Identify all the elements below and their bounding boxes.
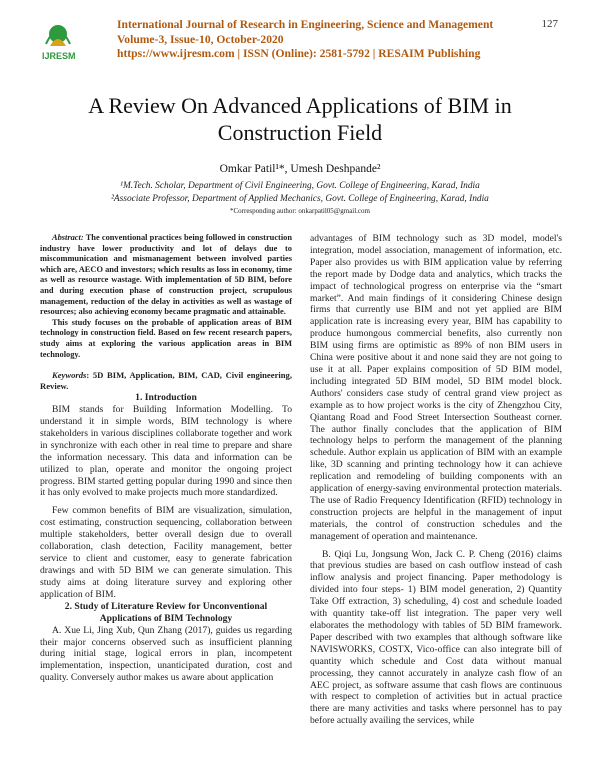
intro-heading: 1. Introduction [135,392,197,404]
abstract-p2: This study focuses on the probable of application areas of BIM technology in construction field. Based on few recent research papers, study aims at exploring the various application areas in BIM technology. [40,317,292,359]
intro-paragraph-1: BIM stands for Building Information Modelling. To understand it in simple words, BIM technology is where stakeholders in various disciplines collaborate together and work in synchronize with each other in real time to prepare and share the information necessary. This data and information can be utilized to plan, operate and monitor the ongoing project progress. BIM started getting popular during 1990 and since then it has only evolved to make projects much more standardized. [40,404,292,499]
logo-text: IJRESM [42,51,76,61]
affiliations [40,180,560,218]
journal-links[interactable]: https://www.ijresm.com | ISSN (Online): 2581-5792 | RESAIM Publishing [117,47,481,60]
paper-title: A Review On Advanced Applications of BIM in Construction Field [88,93,512,145]
keywords [40,370,292,392]
keywords-label: Keywords [52,370,87,381]
intro-paragraph-2: Few common benefits of BIM are visualization, simulation, cost estimating, construction sequencing, collaboration between multiple stakeholders, better overall design due to overall collaboration, clash detection, Facility management, better service to client and customer, easy to generate fabrication drawings and with 5D BIM we can generate simulation. This study aims at doing literature survey and exploring other application of BIM. [40,505,292,600]
keywords-text: : 5D BIM, Application, BIM, CAD, Civil engineering, Review. [40,370,292,392]
author-list: Omkar Patil¹*, Umesh Deshpande² [219,163,381,175]
page-number: 127 [541,18,558,30]
journal-logo [40,14,120,62]
abstract [40,233,292,360]
affiliation-2: ²Associate Professor, Department of Applied Mechanics, Govt. College of Engineering, Karad, India [111,193,489,204]
literature-heading: 2. Study of Literature Review for Unconventional Applications of BIM Technology [64,600,268,624]
volume-issue: Volume-3, Issue-10, October-2020 [117,32,284,46]
right-column [310,233,562,727]
abstract-label: Abstract: [52,233,84,242]
left-column [40,233,292,684]
affiliation-1: ¹M.Tech. Scholar, Department of Civil Engineering, Govt. College of Engineering, Karad, India [120,181,480,191]
literature-paragraph-a: A. Xue Li, Jing Xub, Qun Zhang (2017), guides us regarding their major concerns observed such as insufficient planning during initial stage, logical errors in plan, incompetent implementation, inspection, unanticipated duration, cost and quality. Conversely author makes us aware about application [40,624,292,684]
journal-header [117,18,517,62]
corresponding-author[interactable]: *Corresponding author: onkarpatil05@gmail.com [229,207,370,216]
literature-paragraph-b: B. Qiqi Lu, Jongsung Won, Jack C. P. Cheng (2016) claims that previous studies are based on cash outflow instead of cash inflow analysis and project financing. Paper methodology is divided into four steps- 1) BIM model generation, 2) Quantity Take Off extraction, 3) scheduling, 4) cost and schedule loaded with quantity take-off list integration. The paper very well elaborates the methodology with tables of 5D BIM framework. Paper described with two examples that although software like NAVISWORKS, COSTX, Vico-office can also integrate bill of quantity which schedule and Cost data without manual processing, they cannot accurately in analyze cash flow of an AEC project, as software assume that cash flows are continuous with respect to completion of activities but in actual practice there are many activities and tasks where personnel has to pay before actually availing the services, while [310,548,562,727]
literature-paragraph-a-cont: advantages of BIM technology such as 3D model, model's integration, model association, management of information, etc. Paper also provides us with BIM application value by referring the report made by Dodge data and analytics, which tracks the impact of technological progress on enterprise via the “smart market”. And main findings of it considering Chinese design firms that currently use BIM and not yet applied are BIM application rate is increasing every year, BIM has capability to produce humongous commercial benefits, also currently non BIM using firms are optimistic as 89% of non BIM users in China were positive about it and none said they are not going to use it at all. Paper explains composition of 5D BIM model, including integrated 5D BIM model, 5D BIM model block. Authors' considers case study of central grand view project as example as to how project works is the city of Zhengzhou City, Qiantang Road and Food Street Intersection Southeast corner. The author finally concludes that the application of BIM technology helps to perform the management of the planning schedule. Author explain us application of BIM with an example like, 3D scanning and printing technology how it can achieve replication and remodeling of building components with an application of energy-saving environmental protection materials. The use of Radio Frequency Identification (RFID) technology in construction projects are helpful in the management of input materials, the control of construction schedules and the management of operation and maintenance. [310,233,562,542]
abstract-p1: The conventional practices being followed in construction industry have lower productivity and lot of delays due to miscommunication and mismanagement between involved parties which are, AECO and investors; which results as loss in economy, time as well as resource wastage. With implementation of 5D BIM, before and during execution phase of construction project, scrupulous management, reduction of the delay in activities as well as wastage of resources; also achieving economy became pragmatic and attainable. [40,233,292,317]
journal-name: International Journal of Research in Engineering, Science and Management [117,18,494,31]
